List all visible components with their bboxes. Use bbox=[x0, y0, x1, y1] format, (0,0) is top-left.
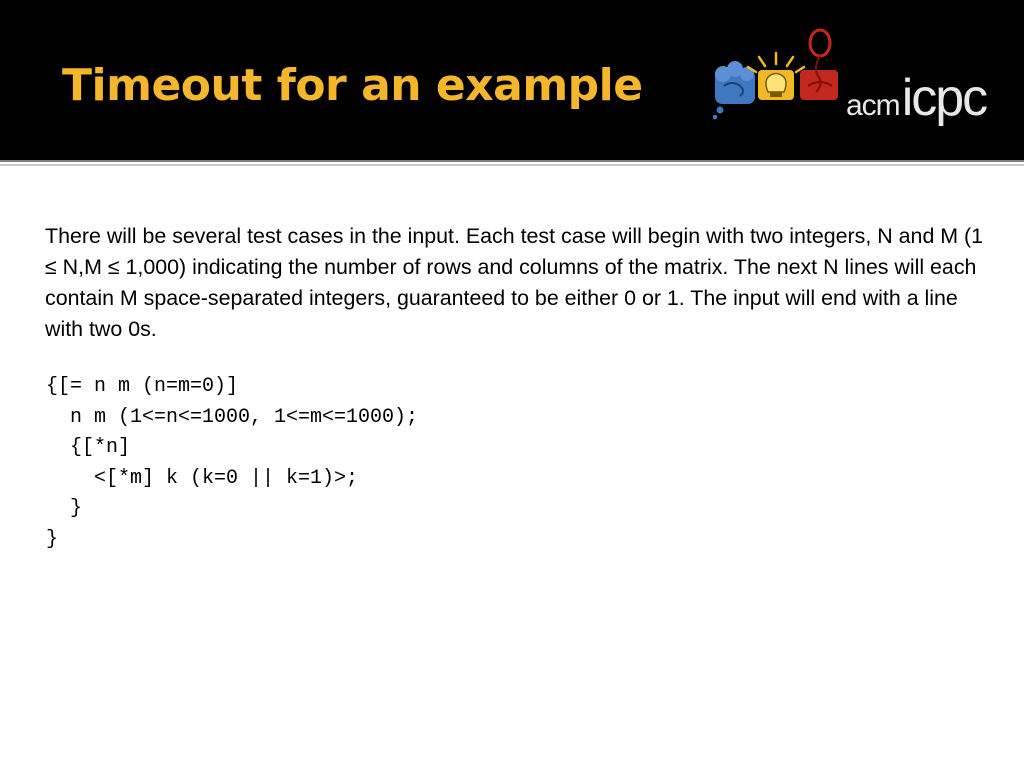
balloon-icon bbox=[800, 30, 838, 100]
thought-bubble-icon bbox=[713, 61, 755, 119]
code-line: <[*m] k (k=0 || k=1)>; bbox=[46, 466, 359, 490]
code-line: n m (1<=n<=1000, 1<=m<=1000); bbox=[46, 405, 419, 429]
lightbulb-icon bbox=[748, 53, 804, 100]
code-line: {[*n] bbox=[46, 436, 131, 459]
input-grammar-code bbox=[46, 372, 418, 555]
problem-input-description: There will be several test cases in the input. Each test case will begin with two integers, N and M (1 ≤ N,M ≤ 1,000) indicating the number of rows and columns of the matrix. The next N lines will each contain M space-separated integers, guaranteed to be either 0 or 1. The input will end with a line with two 0s. bbox=[45, 224, 984, 341]
logo-wordmark bbox=[846, 68, 986, 128]
acm-icpc-logo bbox=[708, 26, 1020, 134]
title-divider-light bbox=[0, 164, 1024, 166]
title-divider bbox=[0, 160, 1024, 162]
slide-title: Timeout for an example bbox=[62, 60, 643, 111]
code-line: } bbox=[46, 527, 59, 551]
logo-acm-text: acm bbox=[846, 89, 900, 122]
title-bar bbox=[0, 0, 1024, 160]
logo-icpc-text: icpc bbox=[901, 69, 987, 127]
code-line: {[= n m (n=m=0)] bbox=[46, 375, 239, 398]
code-line: } bbox=[46, 497, 83, 520]
